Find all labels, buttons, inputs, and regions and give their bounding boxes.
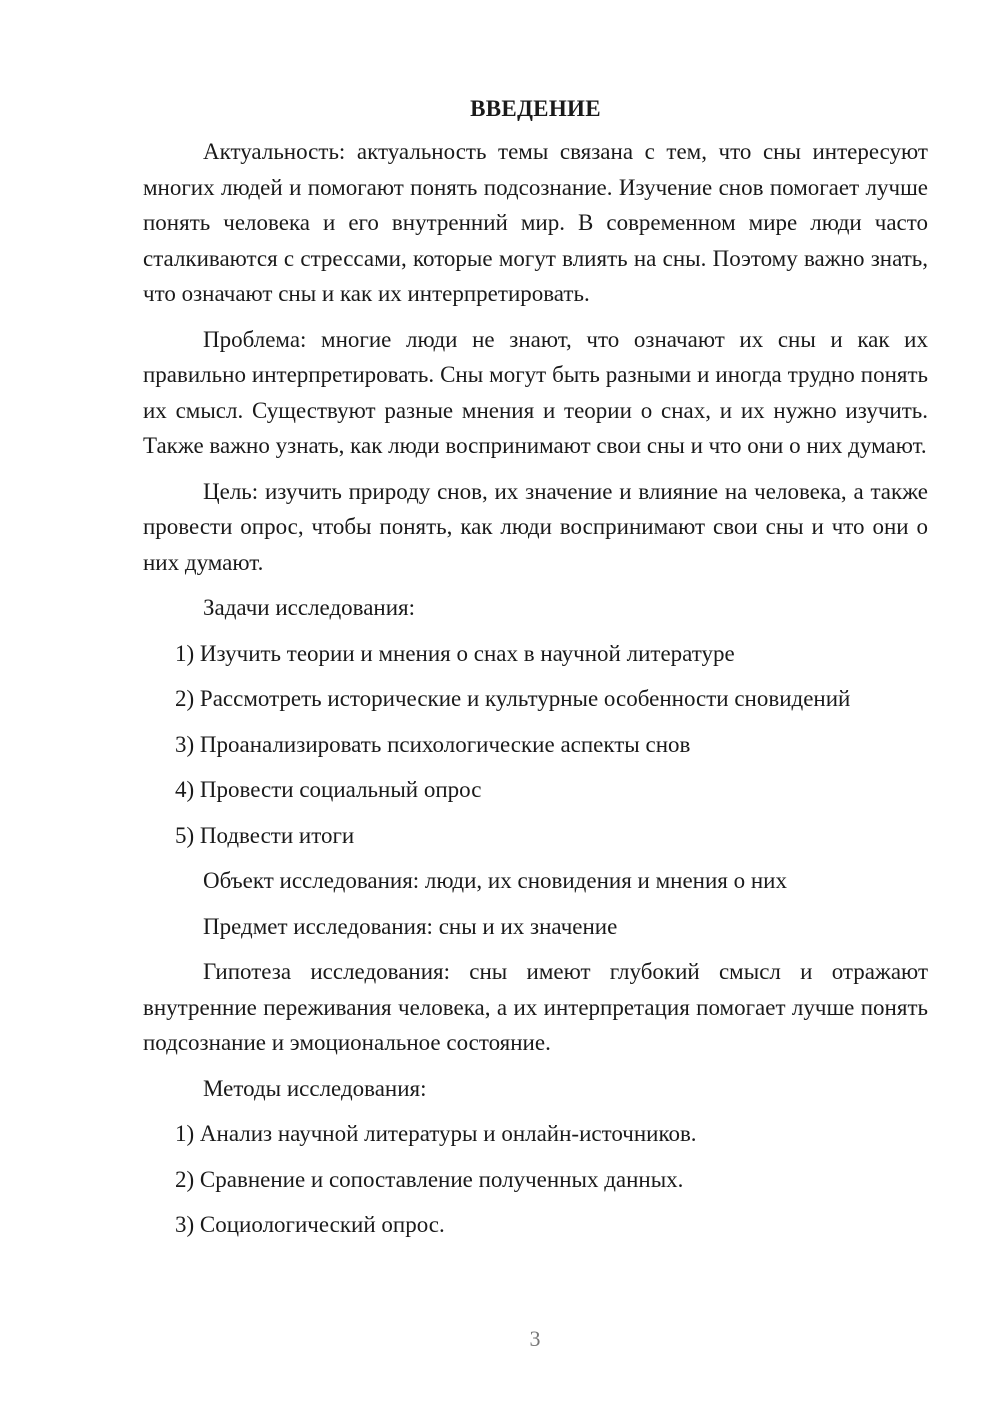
list-item: 1) Изучить теории и мнения о снах в научной литературе [175, 640, 735, 666]
list-item: 2) Рассмотреть исторические и культурные особенности сновидений [175, 686, 851, 711]
list-item: 1) Анализ научной литературы и онлайн-источников. [175, 1121, 697, 1146]
relevance-paragraph: Актуальность: актуальность темы связана с тем, что сны интересуют многих людей и помогают понять подсознание. Изучение снов помогает лучше понять человека и его внутренний мир. В современном мире люди часто сталкиваются с стрессами, которые могут влиять на сны. Поэтому важно знать, что означают сны и как их интерпретировать. [143, 139, 928, 306]
research-subject: Предмет исследования: сны и их значение [203, 913, 618, 939]
list-item: 5) Подвести итоги [175, 822, 355, 848]
goal-paragraph: Цель: изучить природу снов, их значение и влияние на человека, а также провести опрос, чтобы понять, как люди воспринимают свои сны и что они о них думают. [143, 478, 928, 575]
list-item: 3) Проанализировать психологические аспекты снов [175, 731, 691, 757]
hypothesis-paragraph: Гипотеза исследования: сны имеют глубокий смысл и отражают внутренние переживания человека, а их интерпретация помогает лучше понять подсознание и эмоциональное состояние. [143, 959, 928, 1055]
methods-list [143, 1116, 928, 1243]
problem-paragraph: Проблема: многие люди не знают, что означают их сны и как их правильно интерпретировать. Сны могут быть разными и иногда трудно понять их смысл. Существуют разные мнения и теории о снах, и их нужно изучить. Также важно узнать, как люди воспринимают свои сны и что они о них думают. [143, 326, 928, 458]
methods-label: Методы исследования: [203, 1075, 427, 1101]
research-object: Объект исследования: люди, их сновидения и мнения о них [203, 868, 787, 893]
list-item: 2) Сравнение и сопоставление полученных данных. [175, 1166, 684, 1192]
page-title: ВВЕДЕНИЕ [470, 96, 601, 121]
list-item: 3) Социологический опрос. [175, 1212, 445, 1237]
tasks-label: Задачи исследования: [203, 595, 416, 620]
page-number: 3 [529, 1326, 541, 1351]
tasks-list [143, 636, 928, 854]
list-item: 4) Провести социальный опрос [175, 777, 482, 802]
